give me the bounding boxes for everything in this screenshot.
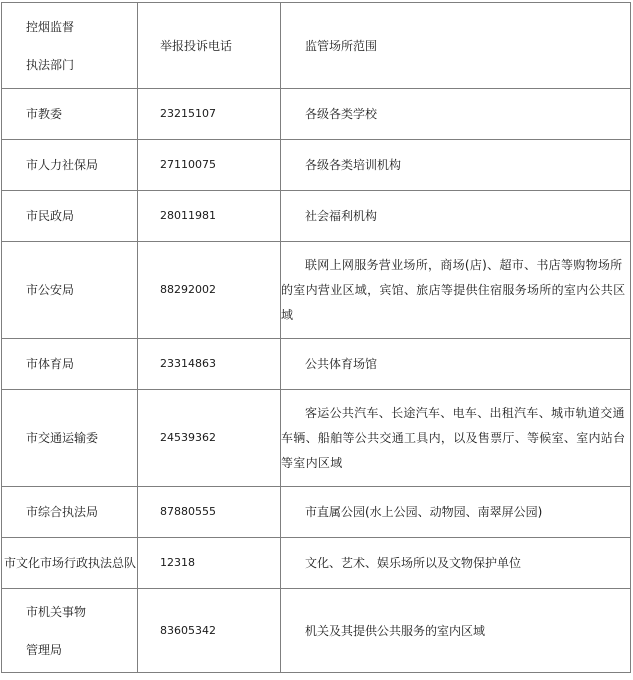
- row-scope: 客运公共汽车、长途汽车、电车、出租汽车、城市轨道交通车辆、船舶等公共交通工具内，以及售票厅、等候室、室内站台等室内区域: [281, 390, 631, 487]
- table-row: [2, 390, 631, 487]
- table-row: [2, 589, 631, 673]
- row-scope: 联网上网服务营业场所，商场(店)、超市、书店等购物场所的室内营业区域，宾馆、旅店等提供住宿服务场所的室内公共区域: [281, 242, 631, 339]
- row-scope: 公共体育场馆: [281, 339, 631, 390]
- table-row: [2, 339, 631, 390]
- header-department-line2: 执法部门: [26, 57, 75, 72]
- row-department-line1: 市机关事物: [26, 604, 87, 619]
- row-department: 市交通运输委: [2, 390, 138, 487]
- row-department: 市综合执法局: [2, 487, 138, 538]
- table-header-row: [2, 3, 631, 89]
- header-department-line1: 控烟监督: [26, 19, 75, 34]
- row-scope: 文化、艺术、娱乐场所以及文物保护单位: [281, 538, 631, 589]
- row-department: 市民政局: [2, 191, 138, 242]
- row-department: 市文化市场行政执法总队: [2, 538, 138, 589]
- row-phone: 28011981: [138, 191, 281, 242]
- row-department-line2: 管理局: [26, 642, 63, 657]
- table-row: [2, 140, 631, 191]
- row-scope: 市直属公园(水上公园、动物园、南翠屏公园): [281, 487, 631, 538]
- row-phone: 88292002: [138, 242, 281, 339]
- header-scope: 监管场所范围: [281, 3, 631, 89]
- row-phone: 27110075: [138, 140, 281, 191]
- row-scope: 各级各类培训机构: [281, 140, 631, 191]
- row-phone: 23215107: [138, 89, 281, 140]
- row-scope: 各级各类学校: [281, 89, 631, 140]
- table-row: [2, 242, 631, 339]
- header-phone: 举报投诉电话: [138, 3, 281, 89]
- row-department: 市教委: [2, 89, 138, 140]
- row-phone: 24539362: [138, 390, 281, 487]
- header-department: [2, 3, 138, 89]
- row-department: 市体育局: [2, 339, 138, 390]
- row-phone: 12318: [138, 538, 281, 589]
- row-phone: 87880555: [138, 487, 281, 538]
- row-phone: 23314863: [138, 339, 281, 390]
- row-scope: 机关及其提供公共服务的室内区域: [281, 589, 631, 673]
- table-row: [2, 538, 631, 589]
- table-row: [2, 89, 631, 140]
- row-department: 市人力社保局: [2, 140, 138, 191]
- table-row: [2, 487, 631, 538]
- row-department: 市公安局: [2, 242, 138, 339]
- row-phone: 83605342: [138, 589, 281, 673]
- supervision-table: [1, 2, 631, 673]
- table-row: [2, 191, 631, 242]
- row-scope: 社会福利机构: [281, 191, 631, 242]
- row-department: [2, 589, 138, 673]
